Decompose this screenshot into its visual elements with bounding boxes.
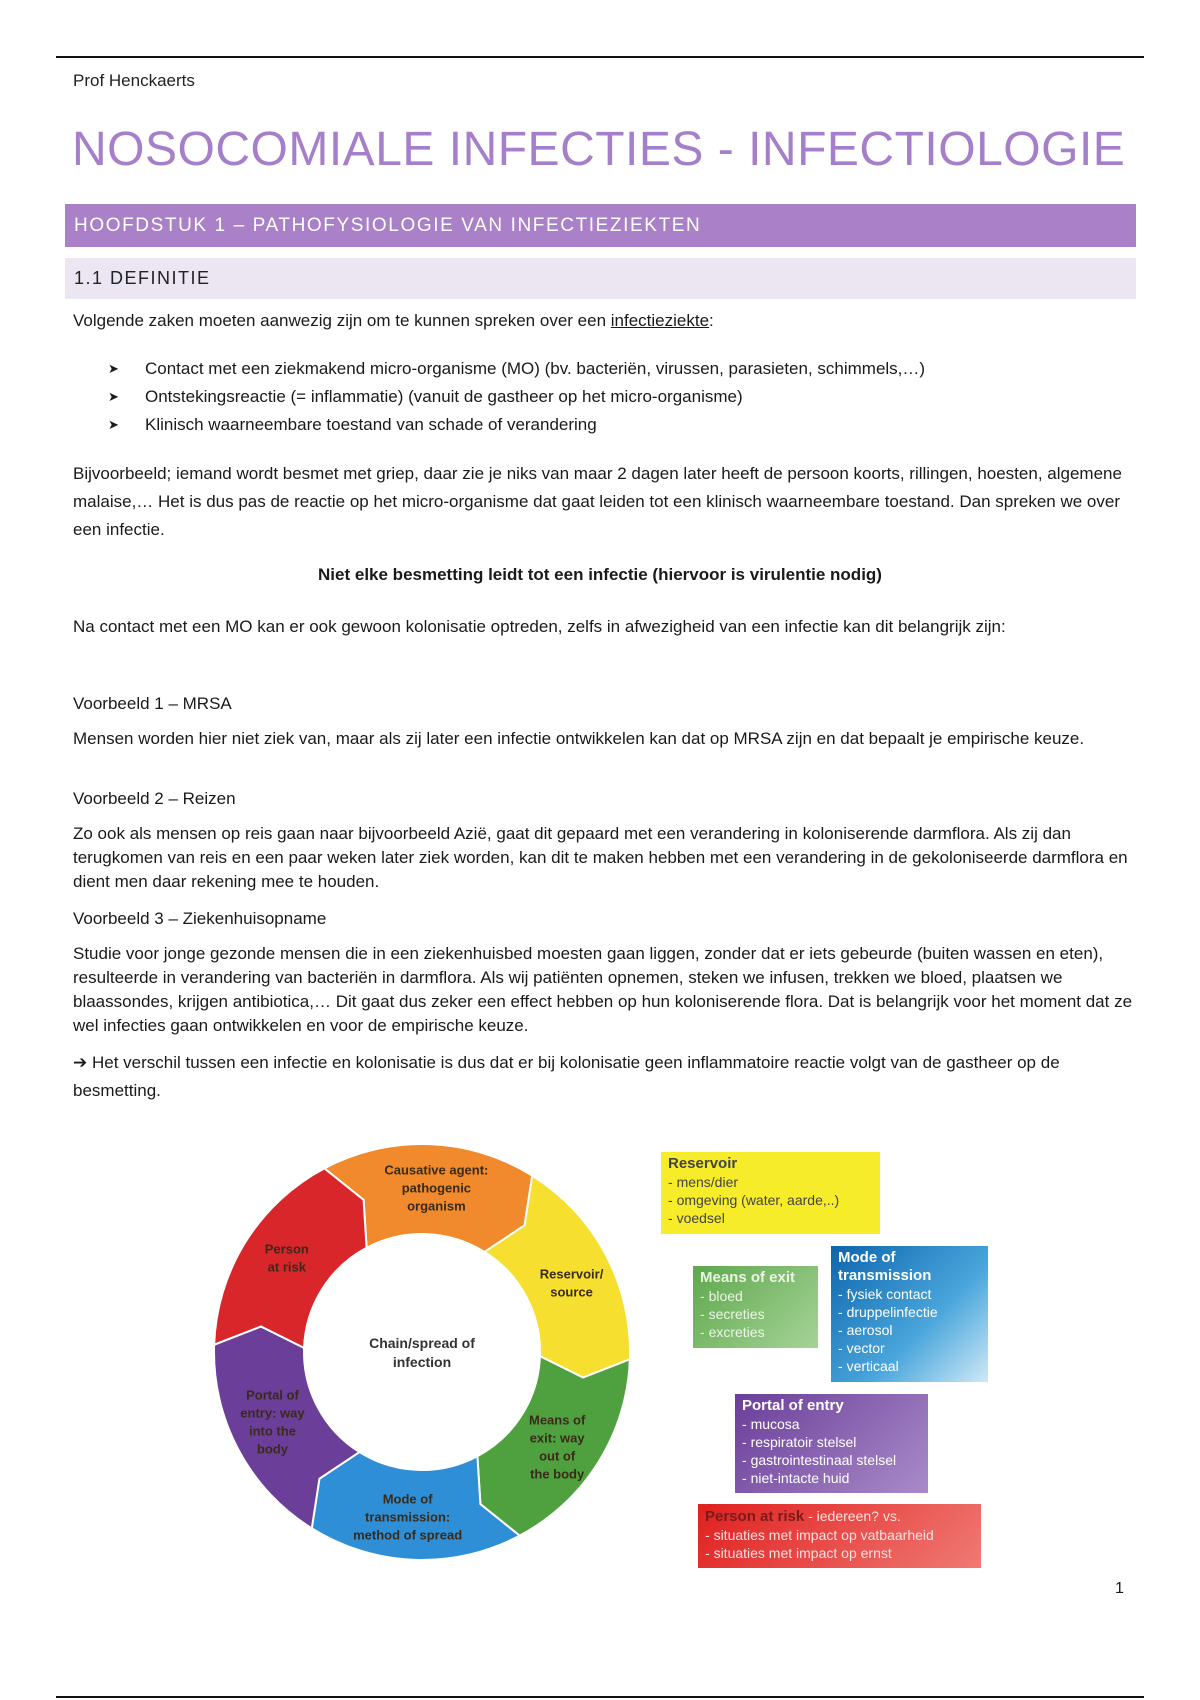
- person-at-risk-box-title: [705, 1507, 974, 1526]
- wheel-segment-label: source: [550, 1284, 593, 1300]
- chain-of-infection-diagram: [200, 1130, 640, 1560]
- conclusion-text: Het verschil tussen een infectie en kolonisatie is dus dat er bij kolonisatie geen inflammatoire reactie volgt van de gastheer op de besmetting.: [73, 1053, 1060, 1100]
- example-paragraph: Bijvoorbeeld; iemand wordt besmet met griep, daar zie je niks van maar 2 dagen later heeft de persoon koorts, rillingen, hoesten, algemene malaise,… Het is dus pas de reactie op het micro-organisme dat gaat leiden tot een klinisch waarneembare toestand. Dan spreken we over een infectie.: [73, 464, 1122, 539]
- intro-colon: :: [709, 311, 714, 330]
- page-number: 1: [1115, 1580, 1124, 1597]
- section-heading: 1.1 DEFINITIE: [65, 258, 1136, 299]
- list-item: [108, 383, 925, 411]
- list-item: - niet-intacte huid: [742, 1469, 921, 1487]
- wheel-segment-label: pathogenic: [401, 1180, 472, 1196]
- list-item: - excreties: [700, 1323, 811, 1341]
- example-1-heading: Voorbeeld 1 – MRSA: [73, 694, 232, 713]
- author: Prof Henckaerts: [73, 71, 195, 90]
- intro-text: Volgende zaken moeten aanwezig zijn om te kunnen spreken over een: [73, 311, 611, 330]
- mode-of-transmission-box-title: transmission: [838, 1267, 932, 1284]
- means-of-exit-box: [693, 1266, 818, 1348]
- arrow-bullet-icon: ➤: [108, 389, 119, 404]
- list-item-text: Klinisch waarneembare toestand van schade of verandering: [145, 415, 597, 434]
- wheel-segment-label: organism: [407, 1198, 466, 1214]
- list-item: - fysiek contact: [838, 1285, 981, 1303]
- center-label-line: infection: [392, 1354, 452, 1370]
- list-item: - bloed: [700, 1287, 811, 1305]
- wheel-segment-label: exit: way: [529, 1430, 585, 1446]
- list-item: - secreties: [700, 1305, 811, 1323]
- mode-of-transmission-box-title: Mode of: [838, 1249, 896, 1266]
- arrow-bullet-icon: ➤: [108, 361, 119, 376]
- wheel-center: [310, 1240, 534, 1464]
- list-item: - mucosa: [742, 1415, 921, 1433]
- list-item: - druppelinfectie: [838, 1303, 981, 1321]
- example-1-text: Mensen worden hier niet ziek van, maar als zij later een infectie ontwikkelen kan dat op MRSA zijn en dat bepaalt je empirische keuze.: [73, 729, 1085, 748]
- example-3-text: Studie voor jonge gezonde mensen die in een ziekenhuisbed moesten gaan liggen, zonder dat er iets gebeurde (buiten wassen en eten), resulteerde in verandering van bacteriën in darmflora. Als wij patiënten opnemen, steken we infusen, trekken we bloed, plaatsen we blaassondes, krijgen antibiotica,… Dit gaat dus zeker een effect hebben op hun koloniserende flora. Dat is belangrijk voor het moment dat ze wel infecties gaan ontwikkelen en voor de empirische keuze.: [73, 944, 1133, 1035]
- person-at-risk-suffix: - iedereen? vs.: [804, 1508, 901, 1524]
- wheel-segment-label: out of: [539, 1448, 576, 1464]
- wheel-segment-label: Reservoir/: [539, 1266, 604, 1282]
- list-item: - mens/dier: [668, 1173, 873, 1191]
- list-item: [108, 355, 925, 383]
- wheel-segment-label: the body: [530, 1466, 585, 1482]
- example-3-heading: Voorbeeld 3 – Ziekenhuisopname: [73, 909, 327, 928]
- center-label-line: Chain/spread of: [369, 1335, 475, 1351]
- portal-of-entry-box-title: Portal of entry: [742, 1397, 844, 1414]
- wheel-segment-label: Person: [264, 1241, 309, 1257]
- person-at-risk-title: Person at risk: [705, 1508, 805, 1525]
- arrow-bullet-icon: ➤: [108, 417, 119, 432]
- wheel-segment-label: Mode of: [382, 1491, 433, 1507]
- wheel-segment-label: body: [256, 1441, 288, 1457]
- wheel-segment-label: transmission:: [364, 1509, 451, 1525]
- list-item: - situaties met impact op vatbaarheid: [705, 1526, 974, 1544]
- criteria-list: [108, 355, 925, 439]
- intro-term: infectieziekte: [610, 311, 710, 330]
- top-rule: [56, 56, 1144, 58]
- list-item: - gastrointestinaal stelsel: [742, 1451, 921, 1469]
- conclusion: [73, 1049, 1133, 1105]
- person-at-risk-box: [698, 1504, 981, 1568]
- right-arrow-icon: ➔: [73, 1053, 88, 1072]
- list-item: - respiratoir stelsel: [742, 1433, 921, 1451]
- example-2-heading: Voorbeeld 2 – Reizen: [73, 789, 236, 808]
- portal-of-entry-box: [735, 1394, 928, 1493]
- mode-of-transmission-box: [831, 1246, 988, 1382]
- wheel-segment-label: entry: way: [240, 1405, 305, 1421]
- wheel-segment-label: Means of: [528, 1412, 586, 1428]
- list-item: [108, 411, 925, 439]
- wheel-segment-label: Portal of: [246, 1387, 299, 1403]
- intro-paragraph: [73, 307, 1133, 335]
- list-item: - verticaal: [838, 1357, 981, 1375]
- wheel-segment-label: Causative agent:: [384, 1162, 489, 1178]
- list-item: - aerosol: [838, 1321, 981, 1339]
- list-item-text: Contact met een ziekmakend micro-organisme (MO) (bv. bacteriën, virussen, parasieten, schimmels,…): [145, 359, 926, 378]
- example-2-text: Zo ook als mensen op reis gaan naar bijvoorbeeld Azië, gaat dit gepaard met een verandering in koloniserende darmflora. Als zij dan terugkomen van reis en een paar weken later ziek worden, kan dit te maken hebben met een verandering in de gekoloniseerde darmflora en dient men daar rekening mee te houden.: [73, 824, 1128, 891]
- wheel-segment-label: method of spread: [353, 1527, 463, 1543]
- wheel-segment-label: into the: [248, 1423, 296, 1439]
- reservoir-box: [661, 1152, 880, 1234]
- bottom-rule: [56, 1696, 1144, 1698]
- page-title: NOSOCOMIALE INFECTIES - INFECTIOLOGIE: [72, 123, 1126, 176]
- means-of-exit-box-title: Means of exit: [700, 1269, 796, 1286]
- list-item: - voedsel: [668, 1209, 873, 1227]
- wheel-segment-label: at risk: [267, 1259, 306, 1275]
- reservoir-box-title: Reservoir: [668, 1155, 738, 1172]
- key-statement: Niet elke besmetting leidt tot een infectie (hiervoor is virulentie nodig): [318, 565, 882, 584]
- list-item: - vector: [838, 1339, 981, 1357]
- colonisation-paragraph: Na contact met een MO kan er ook gewoon kolonisatie optreden, zelfs in afwezigheid van een infectie kan dit belangrijk zijn:: [73, 617, 1006, 636]
- chapter-heading: HOOFDSTUK 1 – PATHOFYSIOLOGIE VAN INFECTIEZIEKTEN: [65, 204, 1136, 247]
- list-item-text: Ontstekingsreactie (= inflammatie) (vanuit de gastheer op het micro-organisme): [145, 387, 743, 406]
- list-item: - omgeving (water, aarde,..): [668, 1191, 873, 1209]
- list-item: - situaties met impact op ernst: [705, 1544, 974, 1562]
